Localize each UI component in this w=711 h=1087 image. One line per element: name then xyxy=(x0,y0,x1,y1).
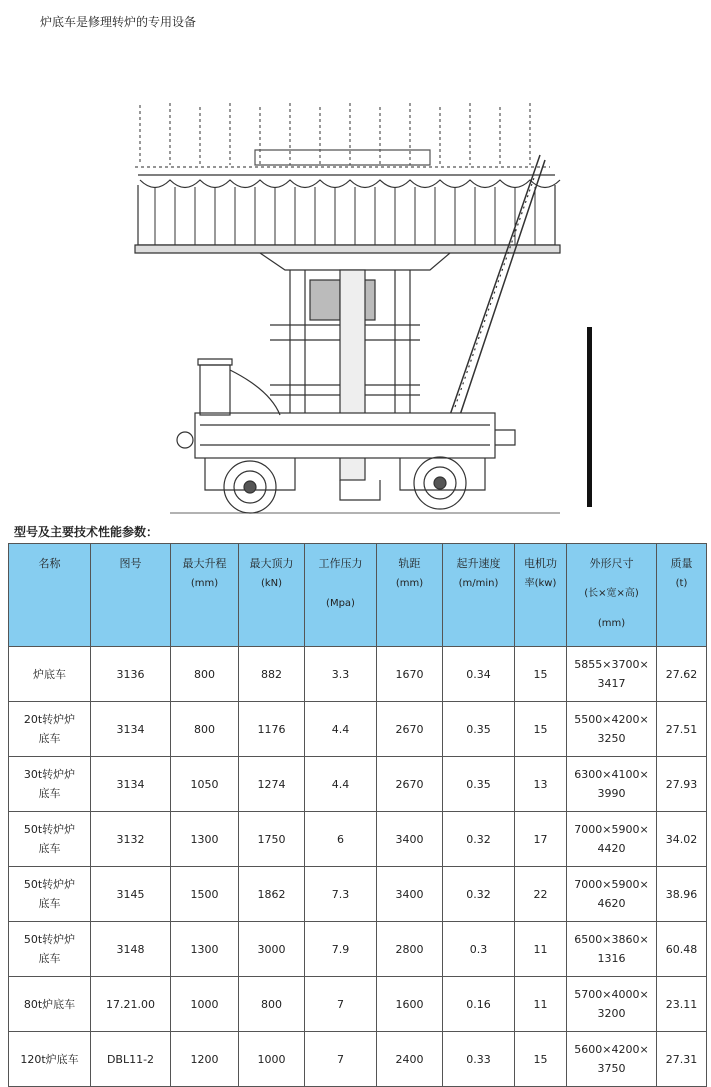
cell-text: 3750 xyxy=(597,1062,626,1075)
table-cell xyxy=(377,922,443,977)
cell-text: 1670 xyxy=(395,667,424,681)
cell-text: 7.9 xyxy=(331,942,350,956)
table-cell xyxy=(515,867,567,922)
table-cell xyxy=(657,977,707,1032)
table-cell xyxy=(443,922,515,977)
table-cell xyxy=(171,812,239,867)
column-header-line: 名称 xyxy=(38,557,61,570)
cell-text: 800 xyxy=(194,667,215,681)
cell-text: DBL11-2 xyxy=(106,1052,155,1066)
cell-text: 1300 xyxy=(190,942,219,956)
table-cell xyxy=(567,702,657,757)
cell-text: 2400 xyxy=(395,1052,424,1066)
cell-text: 7.3 xyxy=(331,887,350,901)
column-header-line: (mm) xyxy=(597,618,626,629)
cell-text: 0.3 xyxy=(469,942,488,956)
table-cell xyxy=(443,812,515,867)
cell-text: 底车 xyxy=(38,732,61,745)
table-cell xyxy=(171,922,239,977)
table-cell xyxy=(443,1032,515,1087)
cell-text: 7 xyxy=(337,1052,344,1066)
table-cell xyxy=(9,702,91,757)
furnace-bottom-car-drawing xyxy=(130,95,610,515)
table-cell xyxy=(239,977,305,1032)
cell-text: 1176 xyxy=(257,722,286,736)
table-cell xyxy=(239,647,305,702)
cell-text: 3134 xyxy=(116,722,145,736)
table-cell xyxy=(305,867,377,922)
cell-text: 1600 xyxy=(395,997,424,1011)
table-cell xyxy=(305,1032,377,1087)
cell-text: 4420 xyxy=(597,842,626,855)
table-cell xyxy=(171,977,239,1032)
table-cell xyxy=(305,977,377,1032)
cell-text: 800 xyxy=(261,997,282,1011)
cell-text: 6 xyxy=(337,832,344,846)
table-header-row xyxy=(9,544,707,647)
table-cell xyxy=(305,922,377,977)
cell-text: 7 xyxy=(337,997,344,1011)
table-cell xyxy=(443,757,515,812)
table-cell xyxy=(9,867,91,922)
column-header-line: 电机功 xyxy=(524,557,557,570)
cell-text: 3417 xyxy=(597,677,626,690)
cell-text: 1274 xyxy=(257,777,286,791)
table-cell xyxy=(567,1032,657,1087)
cell-text: 0.34 xyxy=(466,667,491,681)
cell-text: 3132 xyxy=(116,832,145,846)
table-cell xyxy=(515,977,567,1032)
column-header xyxy=(91,544,171,647)
table-cell xyxy=(377,867,443,922)
cell-text: 5700×4000× xyxy=(574,988,649,1001)
table-row xyxy=(9,922,707,977)
cell-text: 6500×3860× xyxy=(574,933,649,946)
cell-text: 15 xyxy=(533,667,548,681)
cell-text: 17 xyxy=(533,832,548,846)
table-cell xyxy=(443,977,515,1032)
cell-text: 底车 xyxy=(38,842,61,855)
column-header-line: 外形尺寸 xyxy=(589,557,634,570)
table-cell xyxy=(91,812,171,867)
cell-text: 34.02 xyxy=(665,832,698,846)
column-header xyxy=(515,544,567,647)
table-cell xyxy=(567,977,657,1032)
spec-table xyxy=(8,543,707,1087)
cell-text: 1050 xyxy=(190,777,219,791)
cell-text: 3134 xyxy=(116,777,145,791)
cell-text: 1200 xyxy=(190,1052,219,1066)
table-cell xyxy=(239,702,305,757)
table-cell xyxy=(443,647,515,702)
cell-text: 1750 xyxy=(257,832,286,846)
table-cell xyxy=(91,1032,171,1087)
column-header-line: 轨距 xyxy=(398,557,421,570)
table-cell xyxy=(171,647,239,702)
cell-text: 27.31 xyxy=(665,1052,698,1066)
table-cell xyxy=(9,812,91,867)
column-header-line xyxy=(307,574,374,584)
cell-text: 17.21.00 xyxy=(106,997,155,1011)
table-cell xyxy=(239,1032,305,1087)
table-cell xyxy=(171,702,239,757)
cell-text: 882 xyxy=(261,667,282,681)
cell-text: 1862 xyxy=(257,887,286,901)
column-header-line: (kN) xyxy=(260,578,283,589)
column-header xyxy=(305,544,377,647)
column-header-line: (长×宽×高) xyxy=(584,588,639,599)
cell-text: 底车 xyxy=(38,787,61,800)
cell-text: 27.51 xyxy=(665,722,698,736)
column-header xyxy=(9,544,91,647)
table-cell xyxy=(377,812,443,867)
table-cell xyxy=(377,977,443,1032)
table-cell xyxy=(9,977,91,1032)
cell-text: 50t转炉炉 xyxy=(23,878,76,891)
table-row xyxy=(9,867,707,922)
cell-text: 60.48 xyxy=(665,942,698,956)
cell-text: 0.35 xyxy=(466,777,491,791)
column-header xyxy=(567,544,657,647)
table-row xyxy=(9,977,707,1032)
table-cell xyxy=(515,702,567,757)
table-cell xyxy=(9,1032,91,1087)
cell-text: 22 xyxy=(533,887,548,901)
column-header xyxy=(171,544,239,647)
table-cell xyxy=(171,867,239,922)
table-cell xyxy=(91,867,171,922)
cell-text: 3000 xyxy=(257,942,286,956)
cell-text: 2670 xyxy=(395,777,424,791)
cell-text: 4.4 xyxy=(331,777,350,791)
section-title: 型号及主要技术性能参数： xyxy=(14,525,159,539)
cell-text: 炉底车 xyxy=(33,667,66,681)
cell-text: 3990 xyxy=(597,787,626,800)
column-header-line: 图号 xyxy=(119,557,142,570)
table-cell xyxy=(9,922,91,977)
cell-text: 27.93 xyxy=(665,777,698,791)
cell-text: 3.3 xyxy=(331,667,350,681)
table-cell xyxy=(305,757,377,812)
cell-text: 0.35 xyxy=(466,722,491,736)
cell-text: 11 xyxy=(533,942,548,956)
column-header xyxy=(657,544,707,647)
table-cell xyxy=(9,757,91,812)
table-cell xyxy=(567,812,657,867)
cell-text: 27.62 xyxy=(665,667,698,681)
column-header-line: 最大升程 xyxy=(182,557,227,570)
table-cell xyxy=(377,702,443,757)
column-header-line: (Mpa) xyxy=(326,598,355,609)
cell-text: 3400 xyxy=(395,887,424,901)
table-cell xyxy=(515,1032,567,1087)
cell-text: 50t转炉炉 xyxy=(23,823,76,836)
table-cell xyxy=(443,702,515,757)
table-cell xyxy=(657,647,707,702)
table-cell xyxy=(657,812,707,867)
column-header xyxy=(239,544,305,647)
cell-text: 120t炉底车 xyxy=(20,1052,79,1066)
table-cell xyxy=(657,922,707,977)
cell-text: 15 xyxy=(533,722,548,736)
table-cell xyxy=(657,757,707,812)
table-cell xyxy=(305,702,377,757)
cell-text: 4.4 xyxy=(331,722,350,736)
table-row xyxy=(9,812,707,867)
table-row xyxy=(9,757,707,812)
column-header-line: 最大顶力 xyxy=(249,557,294,570)
cell-text: 3145 xyxy=(116,887,145,901)
table-cell xyxy=(91,977,171,1032)
cell-text: 底车 xyxy=(38,897,61,910)
table-cell xyxy=(567,922,657,977)
table-cell xyxy=(515,757,567,812)
column-header xyxy=(377,544,443,647)
cell-text: 50t转炉炉 xyxy=(23,933,76,946)
table-cell xyxy=(239,922,305,977)
table-row xyxy=(9,647,707,702)
cell-text: 0.32 xyxy=(466,887,491,901)
table-cell xyxy=(239,757,305,812)
cell-text: 80t炉底车 xyxy=(23,997,76,1011)
table-cell xyxy=(377,1032,443,1087)
cell-text: 0.33 xyxy=(466,1052,491,1066)
cell-text: 2670 xyxy=(395,722,424,736)
cell-text: 15 xyxy=(533,1052,548,1066)
cell-text: 13 xyxy=(533,777,548,791)
column-header-line: (t) xyxy=(675,578,688,589)
cell-text: 3200 xyxy=(597,1007,626,1020)
table-cell xyxy=(239,867,305,922)
column-header-line: 工作压力 xyxy=(318,557,363,570)
table-cell xyxy=(515,647,567,702)
cell-text: 38.96 xyxy=(665,887,698,901)
table-cell xyxy=(657,867,707,922)
table-cell xyxy=(91,702,171,757)
cell-text: 5500×4200× xyxy=(574,713,649,726)
cell-text: 5600×4200× xyxy=(574,1043,649,1056)
cell-text: 3136 xyxy=(116,667,145,681)
table-cell xyxy=(657,702,707,757)
table-cell xyxy=(515,922,567,977)
table-cell xyxy=(567,867,657,922)
column-header-line: 率(kw) xyxy=(524,578,557,589)
cell-text: 1500 xyxy=(190,887,219,901)
cell-text: 1000 xyxy=(257,1052,286,1066)
cell-text: 0.32 xyxy=(466,832,491,846)
cell-text: 底车 xyxy=(38,952,61,965)
cell-text: 23.11 xyxy=(665,997,698,1011)
table-cell xyxy=(91,647,171,702)
cell-text: 5855×3700× xyxy=(574,658,649,671)
table-cell xyxy=(305,647,377,702)
table-row xyxy=(9,702,707,757)
cell-text: 7000×5900× xyxy=(574,878,649,891)
column-header-line: (m/min) xyxy=(458,578,499,589)
table-cell xyxy=(567,647,657,702)
table-cell xyxy=(9,647,91,702)
cell-text: 30t转炉炉 xyxy=(23,768,76,781)
table-cell xyxy=(377,647,443,702)
cell-text: 2800 xyxy=(395,942,424,956)
cell-text: 11 xyxy=(533,997,548,1011)
column-header-line: 质量 xyxy=(670,557,693,570)
table-cell xyxy=(171,757,239,812)
table-cell xyxy=(377,757,443,812)
column-header-line: (mm) xyxy=(395,578,424,589)
cell-text: 3400 xyxy=(395,832,424,846)
column-header xyxy=(443,544,515,647)
cell-text: 4620 xyxy=(597,897,626,910)
cell-text: 1300 xyxy=(190,832,219,846)
cell-text: 1000 xyxy=(190,997,219,1011)
intro-text: 炉底车是修理转炉的专用设备 xyxy=(40,15,197,29)
table-cell xyxy=(91,757,171,812)
cell-text: 800 xyxy=(194,722,215,736)
table-cell xyxy=(443,867,515,922)
table-cell xyxy=(567,757,657,812)
cell-text: 3250 xyxy=(597,732,626,745)
table-cell xyxy=(305,812,377,867)
cell-text: 20t转炉炉 xyxy=(23,713,76,726)
table-cell xyxy=(657,1032,707,1087)
table-cell xyxy=(171,1032,239,1087)
cell-text: 1316 xyxy=(597,952,626,965)
cell-text: 3148 xyxy=(116,942,145,956)
column-header-line: (mm) xyxy=(190,578,219,589)
column-header-line: 起升速度 xyxy=(456,557,501,570)
table-cell xyxy=(239,812,305,867)
table-cell xyxy=(91,922,171,977)
cell-text: 6300×4100× xyxy=(574,768,649,781)
table-body xyxy=(9,647,707,1087)
table-cell xyxy=(515,812,567,867)
cell-text: 0.16 xyxy=(466,997,491,1011)
cell-text: 7000×5900× xyxy=(574,823,649,836)
table-row xyxy=(9,1032,707,1087)
